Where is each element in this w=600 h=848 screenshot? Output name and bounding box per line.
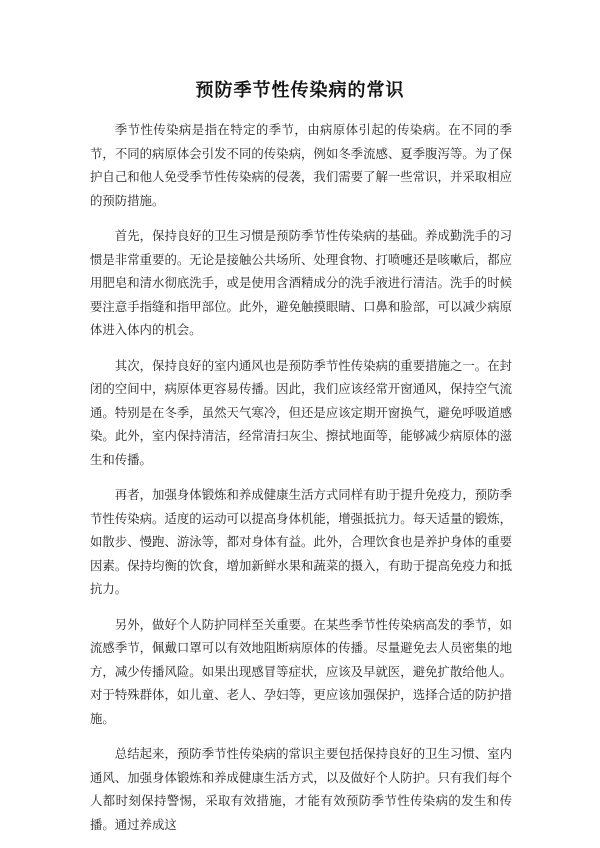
paragraph-hygiene: 首先，保持良好的卫生习惯是预防季节性传染病的基础。养成勤洗手的习惯是非常重要的。无论是接触公共场所、处理食物、打喷嚏还是咳嗽后，都应用肥皂和清水彻底洗手，或是使用含酒精成分的洗手液进行清洁。洗手的时候要注意手指缝和指甲部位。此外，避免触摸眼睛、口鼻和脸部，可以减少病原体进入体内的机会。 <box>90 228 512 337</box>
paragraph-exercise: 再者，加强身体锻炼和养成健康生活方式同样有助于提升免疫力，预防季节性传染病。适度的运动可以提高身体机能，增强抵抗力。每天适量的锻炼，如散步、慢跑、游泳等，都对身体有益。此外，合理饮食也是养护身体的重要因素。保持均衡的饮食，增加新鲜水果和蔬菜的摄入，有助于提高免疫力和抵抗力。 <box>90 487 512 596</box>
paragraph-ventilation: 其次，保持良好的室内通风也是预防季节性传染病的重要措施之一。在封闭的空间中，病原体更容易传播。因此，我们应该经常开窗通风，保持空气流通。特别是在冬季，虽然天气寒冷，但还是应该定期开窗换气，避免呼吸道感染。此外，室内保持清洁，经常清扫灰尘、擦拭地面等，能够减少病原体的滋生和传播。 <box>90 357 512 467</box>
paragraph-definition: 季节性传染病是指在特定的季节，由病原体引起的传染病。在不同的季节，不同的病原体会引发不同的传染病，例如冬季流感、夏季腹泻等。为了保护自己和他人免受季节性传染病的侵袭，我们需要了解一些常识，并采取相应的预防措施。 <box>90 122 512 208</box>
paragraph-protection: 另外，做好个人防护同样至关重要。在某些季节性传染病高发的季节，如流感季节，佩戴口罩可以有效地阻断病原体的传播。尽量避免去人员密集的地方，减少传播风险。如果出现感冒等症状，应该及早就医，避免扩散给他人。对于特殊群体，如儿童、老人、孕妇等，更应该加强保护，选择合适的防护措施。 <box>90 616 512 726</box>
document-title: 预防季节性传染病的常识 <box>195 80 405 101</box>
paragraph-summary: 总结起来，预防季节性传染病的常识主要包括保持良好的卫生习惯、室内通风、加强身体锻炼和养成健康生活方式，以及做好个人防护。只有我们每个人都时刻保持警惕，采取有效措施，才能有效预防季节性传染病的发生和传播。通过养成这 <box>90 746 512 832</box>
document-body <box>90 118 512 848</box>
